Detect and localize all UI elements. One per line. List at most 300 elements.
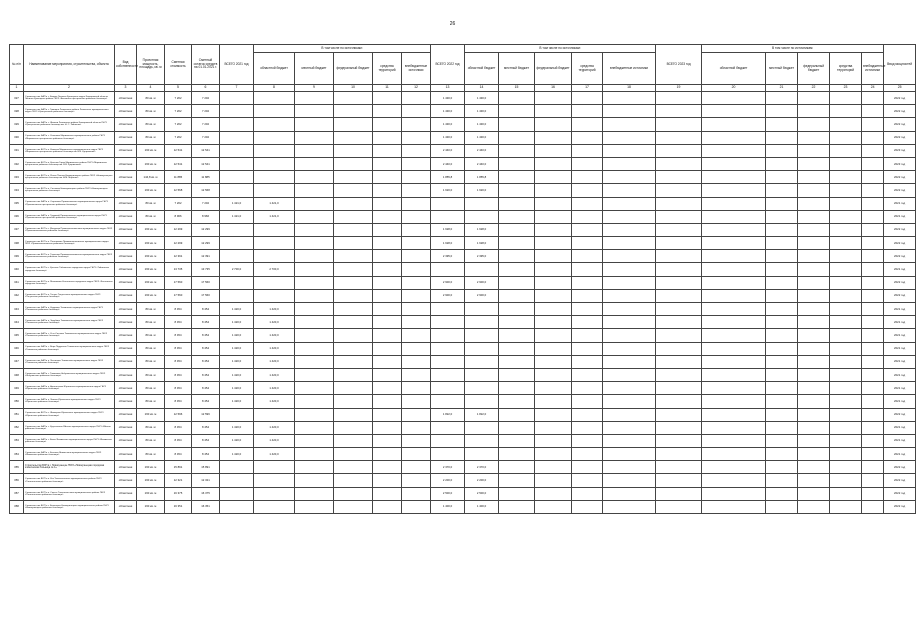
table-cell: 12 299 — [165, 223, 192, 236]
table-cell — [402, 355, 431, 368]
table-cell: 16 351 — [165, 500, 192, 513]
table-cell: Строительство ФАП в с. Шевели Ленинского района Кемеровской области ГБУЗ «Центральная районная больница им. Н. С. Зайченко» — [24, 118, 115, 131]
table-cell — [702, 434, 766, 447]
col-header-remain: Сметный остаток средств на 01.01.2021 г. — [192, 45, 220, 85]
table-cell — [798, 474, 830, 487]
table-cell — [535, 303, 572, 316]
table-cell — [862, 474, 884, 487]
table-cell: областная — [115, 329, 137, 342]
table-cell — [402, 289, 431, 302]
table-cell — [373, 368, 402, 381]
table-cell: 1 420,0 — [220, 303, 254, 316]
table-cell — [603, 263, 656, 276]
column-number: 2 — [24, 85, 115, 92]
table-cell — [603, 448, 656, 461]
table-cell: 80 кв. м — [137, 131, 165, 144]
table-cell — [295, 395, 334, 408]
table-cell — [499, 118, 535, 131]
table-cell — [656, 157, 702, 170]
table-row — [10, 408, 916, 421]
table-cell — [656, 329, 702, 342]
table-cell — [702, 342, 766, 355]
table-cell — [535, 461, 572, 474]
table-cell — [295, 289, 334, 302]
table-cell — [603, 184, 656, 197]
table-cell — [295, 105, 334, 118]
table-cell: 8 454 — [192, 382, 220, 395]
table-cell: 8 454 — [192, 342, 220, 355]
table-cell — [220, 92, 254, 105]
table-cell — [499, 276, 535, 289]
table-cell — [220, 184, 254, 197]
table-cell — [373, 474, 402, 487]
table-cell — [535, 487, 572, 500]
table-cell — [402, 237, 431, 250]
table-cell — [402, 157, 431, 170]
table-cell — [702, 118, 766, 131]
table-cell — [798, 250, 830, 263]
table-cell: 357 — [10, 487, 24, 500]
table-cell — [220, 131, 254, 144]
table-cell — [334, 303, 373, 316]
table-cell: 1 430,0 — [465, 92, 499, 105]
table-cell: 2021 год — [884, 342, 916, 355]
table-cell — [572, 395, 603, 408]
table-cell — [535, 171, 572, 184]
table-cell: 8 454 — [192, 316, 220, 329]
table-cell — [766, 342, 798, 355]
table-cell — [373, 105, 402, 118]
table-row — [10, 434, 916, 447]
table-cell — [702, 461, 766, 474]
table-cell — [572, 144, 603, 157]
table-row — [10, 197, 916, 210]
table-cell — [373, 316, 402, 329]
table-cell — [766, 250, 798, 263]
sub-header-2022: федеральный бюджет — [535, 53, 572, 85]
table-cell — [334, 157, 373, 170]
table-cell — [830, 461, 862, 474]
table-cell: 11 885 — [192, 171, 220, 184]
table-cell: 1 400,0 — [431, 500, 465, 513]
table-cell: 2022 год — [884, 461, 916, 474]
table-cell — [373, 448, 402, 461]
column-number: 15 — [499, 85, 535, 92]
table-cell — [373, 408, 402, 421]
sub-header-2021: федеральный бюджет — [334, 53, 373, 85]
table-cell — [862, 382, 884, 395]
table-cell — [702, 157, 766, 170]
table-cell — [862, 171, 884, 184]
table-cell: Строительство ФАП в с. Усманово Мариинского муниципального района ГБУЗ «Мариинская центральная районная больница» — [24, 131, 115, 144]
table-cell: областная — [115, 303, 137, 316]
table-cell: Строительство ФАП в с. Бекет Яшкинского муниципального округа ГБУЗ «Яшкинская районная больница» — [24, 434, 115, 447]
table-cell — [798, 263, 830, 276]
sub-header-2023: средства территорий — [830, 53, 862, 85]
table-cell — [254, 184, 295, 197]
table-cell: 1 420,0 — [254, 448, 295, 461]
table-cell — [766, 184, 798, 197]
table-cell — [334, 223, 373, 236]
table-cell: 332 — [10, 157, 24, 170]
table-cell — [862, 500, 884, 513]
table-cell — [535, 210, 572, 223]
table-cell — [572, 118, 603, 131]
sub-header-2021: областной бюджет — [254, 53, 295, 85]
table-cell — [572, 368, 603, 381]
table-cell: 8 454 — [192, 434, 220, 447]
table-cell: 1 855,8 — [465, 171, 499, 184]
table-cell — [656, 118, 702, 131]
table-cell — [798, 382, 830, 395]
table-cell — [603, 131, 656, 144]
table-cell: 2021 год — [884, 263, 916, 276]
table-cell — [702, 184, 766, 197]
table-cell — [862, 434, 884, 447]
sub-header-2022: средства территорий — [572, 53, 603, 85]
table-cell — [766, 487, 798, 500]
table-cell — [603, 382, 656, 395]
table-cell: 160 кв. м — [137, 250, 165, 263]
table-cell — [656, 382, 702, 395]
table-cell — [766, 421, 798, 434]
table-cell: 160 кв. м — [137, 408, 165, 421]
table-cell — [402, 382, 431, 395]
table-cell — [535, 223, 572, 236]
table-cell — [295, 276, 334, 289]
table-cell — [862, 329, 884, 342]
table-cell: 340 — [10, 263, 24, 276]
table-cell — [535, 329, 572, 342]
table-cell — [254, 487, 295, 500]
table-cell — [702, 500, 766, 513]
table-cell: 7 202 — [165, 131, 192, 144]
table-cell: 339 — [10, 250, 24, 263]
table-cell — [572, 382, 603, 395]
table-cell: 16 375 — [192, 487, 220, 500]
table-cell — [431, 395, 465, 408]
table-cell — [702, 276, 766, 289]
table-cell — [603, 171, 656, 184]
column-number: 12 — [402, 85, 431, 92]
table-cell: областная — [115, 144, 137, 157]
table-cell: областная — [115, 395, 137, 408]
table-cell — [798, 171, 830, 184]
table-cell — [535, 316, 572, 329]
table-cell — [373, 157, 402, 170]
table-cell — [702, 395, 766, 408]
table-cell — [830, 118, 862, 131]
column-number: 4 — [137, 85, 165, 92]
table-cell — [656, 303, 702, 316]
table-cell: 80 кв. м — [137, 329, 165, 342]
table-cell — [766, 500, 798, 513]
table-cell: 1 420,0 — [220, 448, 254, 461]
table-cell — [295, 157, 334, 170]
column-number: 8 — [254, 85, 295, 92]
table-cell: 17 560 — [192, 289, 220, 302]
table-cell — [862, 157, 884, 170]
table-cell: 160 кв. м — [137, 500, 165, 513]
table-cell — [334, 131, 373, 144]
table-cell: 8 454 — [165, 355, 192, 368]
table-cell: 2 370,0 — [465, 461, 499, 474]
table-cell — [830, 171, 862, 184]
table-cell: 8 966 — [165, 210, 192, 223]
table-cell: 2 440,0 — [431, 157, 465, 170]
table-cell — [656, 461, 702, 474]
table-cell — [431, 368, 465, 381]
table-cell — [334, 105, 373, 118]
table-cell — [535, 382, 572, 395]
table-cell — [535, 144, 572, 157]
table-cell — [373, 276, 402, 289]
table-cell: 1 430,0 — [431, 131, 465, 144]
col-header-total-2021: ВСЕГО 2021 год — [220, 45, 254, 85]
table-cell — [572, 461, 603, 474]
table-cell — [465, 342, 499, 355]
table-cell — [535, 118, 572, 131]
table-cell: 12 541 — [165, 144, 192, 157]
table-cell — [830, 316, 862, 329]
table-cell — [535, 289, 572, 302]
table-cell — [798, 105, 830, 118]
table-cell: 338 — [10, 237, 24, 250]
table-cell: Строительство ФАП в п. Линево Юргинского муниципального округа ГБУЗ «Юргинская районная больница» — [24, 395, 115, 408]
table-cell: 1 430,0 — [431, 118, 465, 131]
table-cell — [499, 329, 535, 342]
table-cell: 2022 год — [884, 487, 916, 500]
table-cell: 2 440,0 — [465, 144, 499, 157]
table-cell — [798, 184, 830, 197]
table-cell — [402, 250, 431, 263]
table-cell: 351 — [10, 408, 24, 421]
table-cell — [402, 92, 431, 105]
table-row — [10, 303, 916, 316]
table-cell — [220, 500, 254, 513]
table-cell: 337 — [10, 223, 24, 236]
table-cell: 8 454 — [192, 329, 220, 342]
table-cell: 8 454 — [192, 368, 220, 381]
table-cell: 1 420,0 — [254, 395, 295, 408]
table-cell — [295, 92, 334, 105]
table-cell: 12 568 — [192, 184, 220, 197]
table-cell — [830, 382, 862, 395]
table-cell — [499, 197, 535, 210]
table-cell — [656, 368, 702, 381]
table-cell — [220, 487, 254, 500]
sub-header-2022: внебюджетные источники — [603, 53, 656, 85]
table-cell — [499, 500, 535, 513]
table-row — [10, 157, 916, 170]
table-cell — [572, 474, 603, 487]
group-header-2022: В том числе по источникам: — [465, 45, 656, 53]
table-cell — [656, 289, 702, 302]
table-cell: 80 кв. м — [137, 197, 165, 210]
table-cell: 7 202 — [192, 92, 220, 105]
table-cell: областная — [115, 131, 137, 144]
table-cell: 80 кв. м — [137, 105, 165, 118]
table-cell: Строительство ВОП в п. Спасск Таштагольского муниципального района ГБУЗ «Таштагольская районная больница» — [24, 487, 115, 500]
table-cell — [766, 171, 798, 184]
table-cell — [499, 92, 535, 105]
table-cell — [402, 434, 431, 447]
table-cell — [862, 131, 884, 144]
table-cell — [465, 303, 499, 316]
column-number: 20 — [702, 85, 766, 92]
table-cell — [862, 118, 884, 131]
table-cell — [862, 303, 884, 316]
table-cell: областная — [115, 263, 137, 276]
table-cell — [656, 223, 702, 236]
table-cell: областная — [115, 237, 137, 250]
table-cell — [535, 250, 572, 263]
col-header-type: Вид собственности — [115, 45, 137, 85]
table-cell — [402, 421, 431, 434]
table-row — [10, 276, 916, 289]
table-cell — [572, 171, 603, 184]
table-cell: 13 735 — [192, 263, 220, 276]
table-row — [10, 223, 916, 236]
table-cell — [603, 395, 656, 408]
table-cell — [373, 223, 402, 236]
column-number: 17 — [572, 85, 603, 92]
table-cell — [702, 171, 766, 184]
table-cell: областная — [115, 316, 137, 329]
table-cell — [431, 197, 465, 210]
table-cell — [295, 144, 334, 157]
table-cell: областная — [115, 92, 137, 105]
table-cell — [220, 237, 254, 250]
table-cell: 1 420,0 — [220, 421, 254, 434]
table-cell — [334, 263, 373, 276]
table-cell: Строительство ФАП в с. Гришино Ленинского района Ленинского муниципального округа ГБУЗ «Центральная районная больница» — [24, 105, 115, 118]
table-cell — [295, 421, 334, 434]
table-cell: 1 420,0 — [254, 382, 295, 395]
table-cell: 12 299 — [192, 237, 220, 250]
table-cell: 11 885 — [165, 171, 192, 184]
table-row — [10, 92, 916, 105]
table-cell — [862, 223, 884, 236]
table-cell — [798, 303, 830, 316]
table-cell — [766, 197, 798, 210]
table-row — [10, 395, 916, 408]
table-cell — [535, 131, 572, 144]
table-cell — [402, 329, 431, 342]
table-cell — [295, 263, 334, 276]
table-cell — [702, 329, 766, 342]
table-cell: 12 596 — [192, 408, 220, 421]
table-cell: 348 — [10, 368, 24, 381]
table-cell — [603, 144, 656, 157]
table-cell — [603, 276, 656, 289]
table-cell — [535, 500, 572, 513]
column-number: 16 — [535, 85, 572, 92]
table-cell: областная — [115, 223, 137, 236]
table-cell — [254, 223, 295, 236]
table-cell — [572, 92, 603, 105]
table-cell: областная — [115, 342, 137, 355]
table-cell — [572, 250, 603, 263]
table-cell — [830, 329, 862, 342]
table-cell: 8 454 — [165, 382, 192, 395]
table-cell: 2 900,0 — [465, 289, 499, 302]
table-cell — [465, 263, 499, 276]
table-cell: 7 202 — [165, 197, 192, 210]
table-cell — [499, 316, 535, 329]
col-header-total-2022: ВСЕГО 2022 год — [431, 45, 465, 85]
table-cell: 353 — [10, 434, 24, 447]
table-cell — [798, 289, 830, 302]
table-cell: 80 кв. м — [137, 395, 165, 408]
table-cell — [535, 474, 572, 487]
table-cell — [465, 368, 499, 381]
table-cell — [702, 263, 766, 276]
table-cell: 1 421,0 — [220, 210, 254, 223]
table-cell: 2022 год — [884, 171, 916, 184]
table-cell — [535, 197, 572, 210]
table-cell — [402, 118, 431, 131]
table-cell — [603, 105, 656, 118]
table-cell — [656, 197, 702, 210]
table-cell: 80 кв. м — [137, 448, 165, 461]
table-cell — [798, 408, 830, 421]
table-cell — [465, 355, 499, 368]
table-cell — [702, 92, 766, 105]
table-cell: 15 891 — [165, 461, 192, 474]
table-cell — [499, 184, 535, 197]
table-cell — [830, 250, 862, 263]
table-cell — [798, 448, 830, 461]
table-cell — [535, 237, 572, 250]
table-cell — [465, 316, 499, 329]
table-cell: 1 628,0 — [431, 237, 465, 250]
table-cell — [572, 434, 603, 447]
table-cell: 352 — [10, 421, 24, 434]
table-cell: 8 454 — [165, 342, 192, 355]
table-cell — [798, 434, 830, 447]
table-cell — [373, 342, 402, 355]
table-cell — [656, 316, 702, 329]
table-cell: Строительство ВОП в с. Мазурово Промышленновского муниципального округа ГБУЗ «Промышленновская районная больница» — [24, 223, 115, 236]
table-cell — [702, 303, 766, 316]
table-cell — [373, 461, 402, 474]
table-cell — [862, 184, 884, 197]
table-cell — [402, 448, 431, 461]
table-cell — [766, 223, 798, 236]
table-cell — [402, 316, 431, 329]
table-cell — [766, 382, 798, 395]
table-cell — [798, 395, 830, 408]
table-cell — [798, 421, 830, 434]
table-cell: 12 391 — [165, 250, 192, 263]
table-cell — [702, 355, 766, 368]
table-cell — [220, 474, 254, 487]
table-cell — [499, 250, 535, 263]
table-cell: 12 596 — [165, 408, 192, 421]
table-cell — [830, 474, 862, 487]
table-body — [10, 92, 916, 514]
table-cell — [373, 144, 402, 157]
table-cell: Строительство ФАП в п. Кедровка Топкинского муниципального округа ГБУЗ «Топкинская районная больница» — [24, 303, 115, 316]
col-header-total-2023: ВСЕГО 2023 год — [656, 45, 702, 85]
column-number: 25 — [884, 85, 916, 92]
table-cell: 2021 год — [884, 355, 916, 368]
table-cell — [830, 131, 862, 144]
table-cell — [862, 289, 884, 302]
col-header-name: Наименование мероприятия, строительства, объекта — [24, 45, 115, 85]
table-cell: 15 891 — [192, 461, 220, 474]
